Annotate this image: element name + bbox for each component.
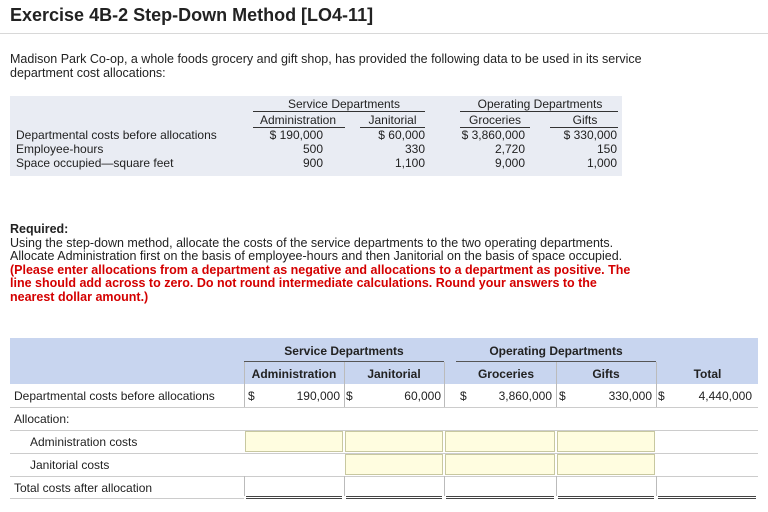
col-separator [556, 362, 557, 384]
janitorial-costs-gifts-input[interactable] [557, 454, 655, 475]
answer-costs-janitorial: 60,000 [404, 389, 441, 403]
janitorial-costs-groceries-input[interactable] [445, 454, 555, 475]
col-separator [556, 476, 557, 496]
currency-sign: $ [346, 389, 353, 403]
answer-row-admin-costs-label: Administration costs [30, 435, 138, 449]
answer-costs-admin: 190,000 [296, 389, 340, 403]
answer-table [10, 338, 758, 503]
col-separator [556, 384, 557, 407]
answer-costs-total: 4,440,000 [698, 389, 752, 403]
answer-group-operating: Operating Departments [489, 344, 623, 358]
row-divider [10, 407, 758, 408]
row-divider [10, 498, 244, 499]
given-group-operating-underline [460, 111, 618, 112]
col-separator [444, 384, 445, 407]
given-group-operating: Operating Departments [477, 97, 603, 111]
given-row-label: Space occupied—square feet [16, 156, 174, 170]
answer-group-service: Service Departments [284, 344, 404, 358]
currency-sign: $ [248, 389, 255, 403]
col-separator [444, 476, 445, 496]
given-cell-gifts: 150 [596, 142, 617, 156]
given-cell-gifts: 1,000 [586, 156, 617, 170]
given-cell-janitorial: 330 [404, 142, 425, 156]
answer-col-admin: Administration [251, 367, 337, 381]
answer-row-janitorial-costs-label: Janitorial costs [30, 458, 110, 472]
given-col-gifts: Gifts [572, 113, 598, 127]
answer-costs-groceries: 3,860,000 [498, 389, 552, 403]
given-cell-groceries: $ 3,860,000 [461, 128, 525, 142]
given-cell-admin: 500 [302, 142, 323, 156]
currency-sign: $ [460, 389, 467, 403]
required-text: Using the step-down method, allocate the costs of the service departments to the two operating departments. Allocate Administration first on the basis of employee-hours and then Janitorial on the basis of space occupied. [10, 235, 623, 264]
required-instruction: (Please enter allocations from a department as negative and allocations to a department as positive. The line should add across to zero. Do not round intermediate calculations. Round your answers to the nearest dollar amount.) [10, 262, 631, 304]
col-separator [344, 362, 345, 384]
admin-costs-gifts-input[interactable] [557, 431, 655, 452]
intro-text: Madison Park Co-op, a whole foods grocery and gift shop, has provided the following data to be used in its service department cost allocations: [10, 52, 642, 80]
col-separator [656, 384, 657, 407]
col-separator [656, 476, 657, 496]
answer-col-gifts: Gifts [592, 367, 620, 381]
col-separator [344, 384, 345, 407]
col-separator [444, 362, 445, 384]
given-col-groceries: Groceries [468, 113, 521, 127]
col-separator [244, 384, 245, 407]
answer-row-costs-label: Departmental costs before allocations [14, 389, 215, 403]
given-row-label: Departmental costs before allocations [16, 128, 217, 142]
answer-col-groceries: Groceries [477, 367, 535, 381]
given-cell-gifts: $ 330,000 [563, 128, 617, 142]
given-cell-admin: 900 [302, 156, 323, 170]
currency-sign: $ [658, 389, 665, 403]
page-title: Exercise 4B-2 Step-Down Method [LO4-11] [10, 5, 374, 25]
double-underline [658, 496, 756, 499]
title-divider [0, 33, 768, 34]
given-cell-groceries: 9,000 [494, 156, 525, 170]
admin-costs-janitorial-input[interactable] [345, 431, 443, 452]
answer-row-allocation-label: Allocation: [14, 412, 70, 426]
row-divider [10, 476, 758, 477]
given-cell-janitorial: 1,100 [394, 156, 425, 170]
col-separator [244, 362, 245, 384]
given-cell-groceries: 2,720 [494, 142, 525, 156]
given-data-table [10, 96, 622, 176]
given-group-service: Service Departments [287, 97, 401, 111]
double-underline [246, 496, 342, 499]
given-col-janitorial: Janitorial [368, 113, 417, 127]
given-col-admin: Administration [259, 113, 337, 127]
answer-row-total-after-label: Total costs after allocation [14, 481, 153, 495]
col-separator [244, 476, 245, 496]
required-section [10, 223, 640, 305]
answer-costs-gifts: 330,000 [608, 389, 652, 403]
janitorial-costs-janitorial-input[interactable] [345, 454, 443, 475]
double-underline [558, 496, 654, 499]
double-underline [446, 496, 554, 499]
given-cell-admin: $ 190,000 [269, 128, 323, 142]
col-separator [656, 362, 657, 384]
currency-sign: $ [559, 389, 566, 403]
given-cell-janitorial: $ 60,000 [378, 128, 425, 142]
col-separator [344, 476, 345, 496]
answer-col-janitorial: Janitorial [367, 367, 421, 381]
answer-col-total: Total [693, 367, 722, 381]
admin-costs-groceries-input[interactable] [445, 431, 555, 452]
admin-costs-admin-input[interactable] [245, 431, 343, 452]
given-row-label: Employee-hours [16, 142, 104, 156]
double-underline [346, 496, 442, 499]
given-group-service-underline [253, 111, 425, 112]
required-label: Required: [10, 222, 69, 236]
